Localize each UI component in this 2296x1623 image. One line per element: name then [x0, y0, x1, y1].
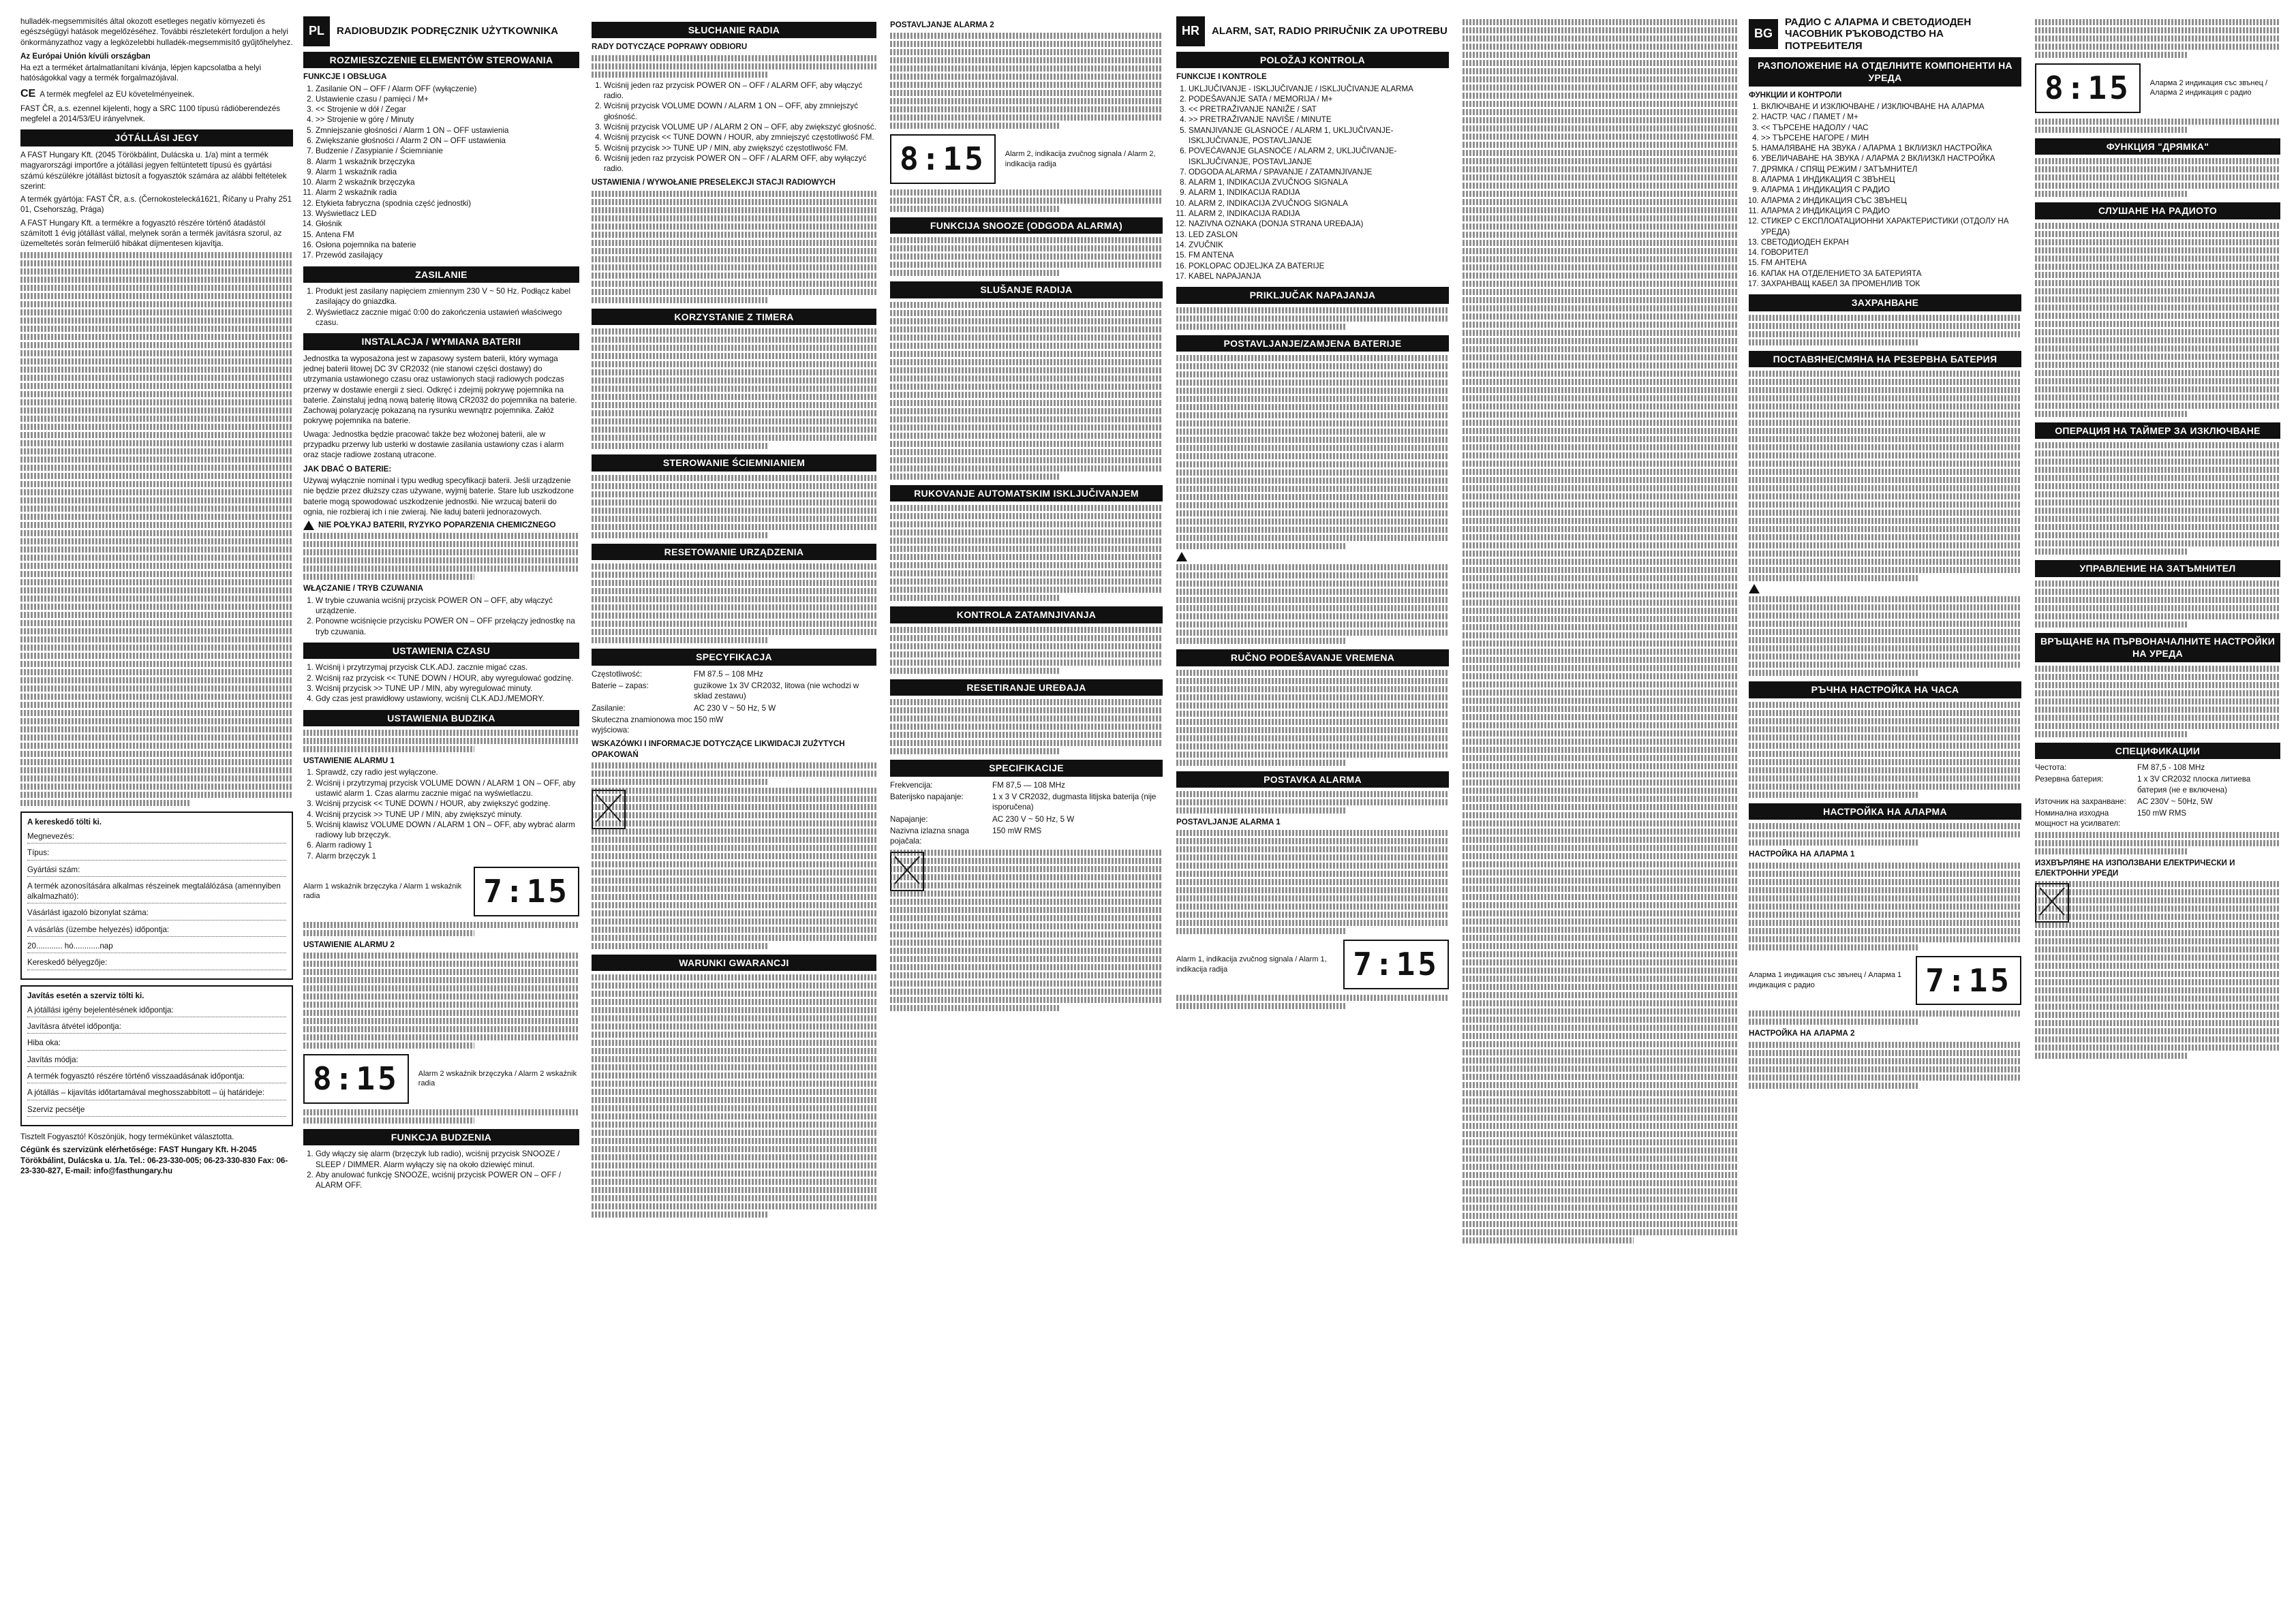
form-row[interactable]: 20............ hó............nap: [27, 941, 286, 953]
pl-weee-block: [592, 788, 876, 949]
list-item: 4. >> PRETRAŽIVANJE NAVIŠE / MINUTE: [1189, 114, 1449, 125]
hr-controls-title: FUNKCIJE I KONTROLE: [1176, 72, 1267, 82]
list-item: 7. ДРЯМКА / СПЯЩ РЕЖИМ / ЗАТЪМНИТЕЛ: [1761, 164, 2021, 174]
pl-snooze-list: [303, 1149, 579, 1190]
pl-alarm1-title: USTAWIENIE ALARMU 1: [303, 756, 395, 766]
hr-controls-heading: POLOŽAJ KONTROLA: [1176, 52, 1449, 68]
list-item: 4. >> ТЪРСЕНЕ НАГОРЕ / МИН: [1761, 133, 2021, 143]
pl-time-heading: USTAWIENIA CZASU: [303, 643, 579, 659]
list-item: 4. Gdy czas jest prawidłowy ustawiony, wciśnij CLK.ADJ./MEMORY.: [316, 694, 579, 704]
list-item: 4. Wciśnij przycisk >> TUNE UP / MIN, aby zwiększyć minuty.: [316, 809, 579, 820]
hr-spec-table: [890, 780, 1163, 847]
column-croatian-2: [1176, 16, 1449, 1609]
list-item: 15. FM АНТЕНА: [1761, 258, 2021, 268]
pl-snooze-heading: FUNKCJA BUDZENIA: [303, 1129, 579, 1145]
pl-preset-title: USTAWIENIA / WYWOŁANIE PRESELEKCJI STACJI RADIOWYCH: [592, 178, 836, 187]
lcd-display: 7:15: [474, 867, 579, 916]
list-item: 15. Antena FM: [316, 230, 579, 240]
hr-reset-heading: RESETIRANJE UREĐAJA: [890, 679, 1163, 696]
list-item: 16. КАПАК НА ОТДЕЛЕНИЕТО ЗА БАТЕРИЯТА: [1761, 268, 2021, 279]
hr-power-heading: PRIKLJUČAK NAPAJANJA: [1176, 287, 1449, 303]
lcd-label: Alarm 2 wskaźnik brzęczyka / Alarm 2 wskaźnik radia: [418, 1069, 577, 1088]
form-row[interactable]: A jótállási igény bejelentésének időpontja:: [27, 1005, 286, 1017]
list-item: 2. Wciśnij przycisk VOLUME DOWN / ALARM 1 ON – OFF, aby zmniejszyć głośność.: [604, 101, 876, 122]
pl-lcd-alarm2: [303, 1054, 579, 1104]
spec-value: FM 87,5 - 108 MHz: [2137, 763, 2205, 772]
pl-functions-title: FUNKCJE I OBSŁUGA: [303, 72, 387, 82]
hr-weee-block: [890, 850, 1163, 1011]
list-item: 6. Wciśnij jeden raz przycisk POWER ON – OFF / ALARM OFF, aby wyłączyć radio.: [604, 153, 876, 174]
spec-key: Резервна батерия:: [2035, 775, 2104, 784]
pl-spec-heading: SPECYFIKACJA: [592, 649, 876, 665]
bg-lcd-alarm1: [1749, 956, 2021, 1006]
spec-value: AC 230V ~ 50Hz, 5W: [2137, 797, 2213, 806]
pl-battery-text: Jednostka ta wyposażona jest w zapasowy system baterii, który wymaga jednej baterii litowej DC 3V CR2032 (nie stanowi części dostawy) do utrzymania ustawionego czasu oraz ustawionych stacji radiowych podczas przerwy w dostawie energii z sieci. Odkręć i zdejmij pokrywę pojemnika na baterie. Zainstaluj jedną nową baterię litową CR2032 do pojemnika na baterie. Zachowaj polaryzację pokazaną na rysunku wewnątrz pojemnika. Załóż pokrywę pojemnika na baterie.: [303, 354, 577, 426]
bg-alarm1-title: НАСТРОЙКА НА АЛАРМА 1: [1749, 850, 1855, 859]
hu-eu-title: Az Európai Unión kívüli országban: [20, 51, 151, 61]
list-item: 2. PODEŠAVANJE SATA / MEMORIJA / M+: [1189, 94, 1449, 104]
bg-spec-table: [2035, 762, 2280, 829]
list-item: 2. Ustawienie czasu / pamięci / M+: [316, 94, 579, 104]
list-item: 1. W trybie czuwania wciśnij przycisk POWER ON – OFF, aby włączyć urządzenie.: [316, 596, 579, 617]
spec-value: FM 87,5 — 108 MHz: [992, 780, 1065, 790]
list-item: 3. Wciśnij przycisk >> TUNE UP / MIN, aby wyregulować minuty.: [316, 683, 579, 694]
list-item: 13. LED ZASLON: [1189, 230, 1449, 240]
list-item: 2. Aby anulować funkcję SNOOZE, wciśnij przycisk POWER ON – OFF / ALARM OFF.: [316, 1170, 579, 1191]
pl-language-badge: PL: [303, 16, 330, 46]
form-row[interactable]: Hiba oka:: [27, 1038, 286, 1050]
pl-radio-list: [592, 80, 876, 174]
spec-value: 1 x 3V CR2032 плоска литиева батерия (не е включена): [2137, 775, 2251, 794]
pl-spec-table: [592, 669, 876, 736]
form-row[interactable]: Kereskedő bélyegzője:: [27, 957, 286, 970]
list-item: 5. НАМАЛЯВАНЕ НА ЗВУКА / АЛАРМА 1 ВКЛ/ИЗКЛ НАСТРОЙКА: [1761, 143, 2021, 153]
hr-lcd-alarm2: [890, 134, 1163, 184]
list-item: 14. ZVUČNIK: [1189, 240, 1449, 250]
lcd-display: 7:15: [1916, 956, 2021, 1006]
list-item: 10. ALARM 2, INDIKACIJA ZVUČNOG SIGNALA: [1189, 198, 1449, 208]
hu-warranty-p1: A FAST Hungary Kft. (2045 Törökbálint, Dulácska u. 1/a) mint a termék magyarországi importőre a jótállási jegyen feltüntetett típusú és gyártási számú készülékre jótállást biztosít a fogyasztók számára az alábbi feltételek szerint:: [20, 150, 287, 191]
pl-sleep-heading: KORZYSTANIE Z TIMERA: [592, 309, 876, 325]
form-row[interactable]: Javítás módja:: [27, 1055, 286, 1067]
bg-danger-warning: [1749, 584, 2021, 593]
spec-value: 1 x 3 V CR2032, dugmasta litijska baterija (nije isporučena): [992, 792, 1157, 812]
bg-weee-block: [2035, 881, 2280, 1059]
pl-power-heading: ZASILANIE: [303, 266, 579, 283]
pl-disposal-title: WSKAZÓWKI I INFORMACJE DOTYCZĄCE LIKWIDACJI ZUŻYTYCH OPAKOWAŃ: [592, 739, 845, 759]
list-item: 1. UKLJUČIVANJE - ISKLJUČIVANJE / ISKLJUČIVANJE ALARMA: [1189, 84, 1449, 94]
ce-mark-icon: CE: [20, 87, 36, 99]
bg-disposal-title: ИЗХВЪРЛЯНЕ НА ИЗПОЛЗВАНИ ЕЛЕКТРИЧЕСКИ И ЕЛЕКТРОННИ УРЕДИ: [2035, 858, 2235, 878]
list-item: 1. Wciśnij i przytrzymaj przycisk CLK.ADJ. zacznie migać czas.: [316, 662, 579, 673]
column-croatian-1: [890, 16, 1163, 1609]
column-polish-1: [303, 16, 579, 1609]
spec-value: FM 87.5 – 108 MHz: [694, 669, 763, 679]
list-item: 3. << Strojenie w dół / Zegar: [316, 104, 579, 114]
bg-spec-heading: СПЕЦИФИКАЦИИ: [2035, 743, 2280, 759]
bg-controls-list: [1749, 102, 2021, 289]
list-item: 1. Sprawdź, czy radio jest wyłączone.: [316, 767, 579, 777]
hu-warranty-p2: A termék gyártója: FAST ČR, a.s. (Černokostelecká1621, Říčany u Prahy 251 01, Csehország, Prága): [20, 195, 292, 215]
hr-lcd-alarm1: [1176, 940, 1449, 989]
pl-on-title: WŁĄCZANIE / TRYB CZUWANIA: [303, 584, 424, 593]
list-item: 1. Wciśnij jeden raz przycisk POWER ON – OFF / ALARM OFF, aby włączyć radio.: [604, 80, 876, 102]
hr-danger-warning: [1176, 552, 1449, 561]
pl-radio-heading: SŁUCHANIE RADIA: [592, 22, 876, 38]
list-item: 17. Przewód zasilający: [316, 250, 579, 260]
list-item: 4. >> Strojenie w górę / Minuty: [316, 114, 579, 125]
hr-language-badge: HR: [1176, 16, 1205, 46]
list-item: 5. Wciśnij klawisz VOLUME DOWN / ALARM 1 ON – OFF, aby wybrać alarm radiowy lub brzęczyk.: [316, 820, 579, 841]
spec-key: Zasilanie:: [592, 703, 626, 713]
bg-snooze-heading: ФУНКЦИЯ "ДРЯМКА": [2035, 138, 2280, 155]
list-item: 5. SMANJIVANJE GLASNOĆE / ALARM 1, UKLJUČIVANJE-ISKLJUČIVANJE, POSTAVLJANJE: [1189, 125, 1449, 146]
bg-alarm2-title: НАСТРОЙКА НА АЛАРМА 2: [1749, 1029, 1855, 1038]
lcd-display: 8:15: [890, 134, 996, 184]
warning-icon: [303, 521, 314, 530]
hr-battery-heading: POSTAVLJANJE/ZAMJENA BATERIJE: [1176, 335, 1449, 352]
spec-value: 150 mW RMS: [2137, 809, 2187, 818]
pl-title: RADIOBUDZIK PODRĘCZNIK UŻYTKOWNIKA: [337, 25, 558, 37]
bg-battery-heading: ПОСТАВЯНЕ/СМЯНА НА РЕЗЕРВНА БАТЕРИЯ: [1749, 351, 2021, 367]
list-item: 9. АЛАРМА 1 ИНДИКАЦИЯ С РАДИО: [1761, 185, 2021, 195]
form-row[interactable]: Javításra átvétel időpontja:: [27, 1021, 286, 1034]
list-item: 4. Wciśnij przycisk << TUNE DOWN / HOUR, aby zmniejszyć częstotliwość FM.: [604, 132, 876, 142]
spec-key: Baterijsko napajanje:: [890, 792, 964, 802]
list-item: 12. СТИКЕР С ЕКСПЛОАТАЦИОННИ ХАРАКТЕРИСТИКИ (ОТДОЛУ НА УРЕДА): [1761, 216, 2021, 237]
form-row[interactable]: A vásárlás (üzembe helyezés) időpontja:: [27, 925, 286, 937]
hu-service-form: [20, 985, 293, 1126]
list-item: 7. Alarm brzęczyk 1: [316, 851, 579, 861]
hu-body-text: [20, 252, 293, 806]
pl-time-list: [303, 662, 579, 704]
hr-dim-heading: KONTROLA ZATAMNJIVANJA: [890, 606, 1163, 623]
spec-key: Frekvencija:: [890, 780, 933, 790]
column-croatian-3: [1463, 16, 1739, 1609]
hu-warranty-heading: JÓTÁLLÁSI JEGY: [20, 129, 293, 146]
spec-key: Napajanje:: [890, 814, 928, 824]
list-item: 7. Budzenie / Zasypianie / Ściemnianie: [316, 146, 579, 156]
hr-time-heading: RUČNO PODEŠAVANJE VREMENA: [1176, 649, 1449, 666]
lcd-display: 8:15: [2035, 63, 2141, 113]
spec-key: Източник на захранване:: [2035, 797, 2126, 806]
spec-value: 150 mW RMS: [992, 826, 1042, 836]
hr-spec-heading: SPECIFIKACIJE: [890, 760, 1163, 776]
pl-functions-list: [303, 84, 579, 261]
form-row[interactable]: Gyártási szám:: [27, 865, 286, 877]
spec-value: AC 230 V ~ 50 Hz, 5 W: [694, 703, 776, 713]
lcd-label: Alarm 1 wskaźnik brzęczyka / Alarm 1 wskaźnik radia: [303, 882, 462, 901]
bg-reset-heading: ВРЪЩАНЕ НА ПЪРВОНАЧАЛНИТЕ НАСТРОЙКИ НА УРЕДА: [2035, 633, 2280, 662]
spec-value: 150 mW: [694, 715, 724, 724]
pl-header: [303, 16, 579, 46]
spec-key: Nazivna izlazna snaga pojačala:: [890, 826, 970, 846]
list-item: 15. FM ANTENA: [1189, 250, 1449, 260]
spec-key: Номинална изходна мощност на усилвател:: [2035, 809, 2121, 829]
bg-header: [1749, 16, 2021, 52]
hr-header: [1176, 16, 1449, 46]
pl-battery-note: Uwaga: Jednostka będzie pracować także bez włożonej baterii, ale w przypadku przerwy lub usterki w dostawie zasilania ustawiony czas i alarm oraz stacje radiowe zostaną utracone.: [303, 429, 564, 460]
pl-care-text: Używaj wyłącznie nominał i typu według specyfikacji baterii. Jeśli urządzenie nie będzie przez dłuższy czas używane, wyjmij baterie. Stare lub uszkodzone baterie mogą spowodować uszkodzenie jednostki. Nie wrzucaj baterii do ognia, nie rozbieraj ich i nie zwieraj. Nie ładuj baterii jednorazowych.: [303, 476, 574, 516]
form-row[interactable]: Megnevezés:: [27, 831, 286, 844]
hu-eu-text: Ha ezt a terméket ártalmatlanítani kívánja, lépjen kapcsolatba a helyi hatóságokkal vagy a termék forgalmazójával.: [20, 63, 262, 83]
form-row[interactable]: A jótállás – kijavítás időtartamával meghosszabbított – új határideje:: [27, 1087, 286, 1100]
list-item: 2. НАСТР. ЧАС / ПАМЕТ / М+: [1761, 112, 2021, 122]
list-item: 11. Alarm 2 wskaźnik radia: [316, 187, 579, 198]
list-item: 2. Ponowne wciśnięcie przycisku POWER ON – OFF przełączy jednostkę na tryb czuwania.: [316, 616, 579, 637]
list-item: 11. ALARM 2, INDIKACIJA RADIJA: [1189, 208, 1449, 219]
list-item: 12. Etykieta fabryczna (spodnia część jednostki): [316, 198, 579, 208]
form-row[interactable]: Szerviz pecsétje: [27, 1104, 286, 1117]
hr-radio-heading: SLUŠANJE RADIJA: [890, 281, 1163, 298]
pl-power-list: [303, 286, 579, 328]
lcd-label: Аларма 2 индикация със звънец / Аларма 2 индикация с радио: [2149, 78, 2268, 97]
list-item: 9. Alarm 1 wskaźnik radia: [316, 167, 579, 177]
bg-controls-title: ФУНКЦИИ И КОНТРОЛИ: [1749, 90, 1842, 99]
list-item: 8. ALARM 1, INDIKACIJA ZVUČNOG SIGNALA: [1189, 177, 1449, 187]
hr-alarm1-title: POSTAVLJANJE ALARMA 1: [1176, 818, 1281, 827]
hu-ce-line: CE A termék megfelel az EU követelményeinek.: [20, 87, 195, 99]
list-item: 1. Produkt jest zasilany napięciem zmiennym 230 V ~ 50 Hz. Podłącz kabel zasilający do gniazdka.: [316, 286, 579, 307]
list-item: 16. POKLOPAC ODJELJKA ZA BATERIJE: [1189, 261, 1449, 271]
hr-alarm2-title: POSTAVLJANJE ALARMA 2: [890, 20, 994, 29]
pl-warranty-heading: WARUNKI GWARANCJI: [592, 955, 876, 971]
spec-key: Częstotliwość:: [592, 669, 643, 679]
spec-key: Baterie – zapas:: [592, 681, 649, 690]
column-bulgarian-1: [1749, 16, 2021, 1609]
hr-title: ALARM, SAT, RADIO PRIRUČNIK ZA UPOTREBU: [1212, 25, 1448, 37]
list-item: 5. Zmniejszanie głośności / Alarm 1 ON – OFF ustawienia: [316, 125, 579, 136]
bg-time-heading: РЪЧНА НАСТРОЙКА НА ЧАСА: [1749, 681, 2021, 698]
list-item: 2. Wciśnij raz przycisk << TUNE DOWN / HOUR, aby wyregulować godzinę.: [316, 673, 579, 683]
hr-alarm-heading: POSTAVKA ALARMA: [1176, 771, 1449, 788]
spec-key: Честота:: [2035, 763, 2067, 772]
pl-radio-tip: RADY DOTYCZĄCE POPRAWY ODBIORU: [592, 42, 748, 52]
list-item: 9. ALARM 1, INDIKACIJA RADIJA: [1189, 187, 1449, 198]
pl-alarm2-title: USTAWIENIE ALARMU 2: [303, 940, 395, 949]
list-item: 1. ВКЛЮЧВАНЕ И ИЗКЛЮЧВАНЕ / ИЗКЛЮЧВАНЕ НА АЛАРМА: [1761, 102, 2021, 112]
list-item: 17. ЗАХРАНВАЩ КАБЕЛ ЗА ПРОМЕНЛИВ ТОК: [1761, 279, 2021, 289]
warning-icon: [1176, 552, 1187, 561]
list-item: 14. ГОВОРИТЕЛ: [1761, 247, 2021, 258]
bg-radio-heading: СЛУШАНЕ НА РАДИОТО: [2035, 202, 2280, 219]
hu-dealer-form-title: A kereskedő tölti ki.: [27, 817, 102, 826]
list-item: 3. Wciśnij przycisk VOLUME UP / ALARM 2 ON – OFF, aby zwiększyć głośność.: [604, 122, 876, 132]
hu-address: Cégünk és szervizünk elérhetősége: FAST Hungary Kft. H-2045 Törökbálint, Dulácska u. 1/a. Tel.: 06-23-330-005; 06-23-330-830 Fax: 06-23-330-827, E-mail: info@fasthungary.hu: [20, 1145, 288, 1175]
list-item: 3. << PRETRAŽIVANJE NANIŽE / SAT: [1189, 104, 1449, 114]
hu-service-form-title: Javítás esetén a szerviz tölti ki.: [27, 991, 144, 1000]
list-item: 13. Wyświetlacz LED: [316, 208, 579, 219]
list-item: 2. Wyświetlacz zacznie migać 0:00 do zakończenia ustawień właściwego czasu.: [316, 307, 579, 328]
pl-care-title: JAK DBAĆ O BATERIE:: [303, 464, 392, 474]
bg-controls-heading: РАЗПОЛОЖЕНИЕ НА ОТДЕЛНИТЕ КОМПОНЕНТИ НА УРЕДА: [1749, 57, 2021, 87]
spec-key: Skuteczna znamionowa moc wyjściowa:: [592, 715, 692, 735]
list-item: 1. Gdy włączy się alarm (brzęczyk lub radio), wciśnij przycisk SNOOZE / SLEEP / DIMMER. Alarm wyłączy się na około dziewięć minut.: [316, 1149, 579, 1170]
list-item: 11. АЛАРМА 2 ИНДИКАЦИЯ С РАДИО: [1761, 206, 2021, 216]
hu-intro: hulladék-megsemmisítés által okozott esetleges negatív környezeti és egészségügyi hatások megelőzéséhez. További részletekért forduljon a helyi önkormányzathoz vagy a legközelebbi hulladék-megsemmisítő gyűjtőhelyhez.: [20, 17, 293, 47]
spec-value: AC 230 V ~ 50 Hz, 5 W: [992, 814, 1075, 824]
lcd-label: Аларма 1 индикация със звънец / Аларма 1 индикация с радио: [1749, 971, 1902, 989]
hu-dealer-form: [20, 812, 293, 980]
pl-lcd-alarm1: [303, 867, 579, 916]
hu-fast-line: FAST ČR, a.s. ezennel kijelenti, hogy a SRC 1100 típusú rádióberendezés megfelel a 2014/53/EU irányelvnek.: [20, 104, 281, 124]
lcd-label: Alarm 2, indikacija zvučnog signala / Alarm 2, indikacija radija: [1005, 150, 1156, 168]
bg-alarm-heading: НАСТРОЙКА НА АЛАРМА: [1749, 803, 2021, 820]
list-item: 14. Głośnik: [316, 219, 579, 229]
pl-reset-heading: RESETOWANIE URZĄDZENIA: [592, 544, 876, 560]
pl-danger-text: [303, 533, 579, 580]
list-item: 16. Osłona pojemnika na baterie: [316, 240, 579, 250]
pl-dimmer-heading: STEROWANIE ŚCIEMNIANIEM: [592, 454, 876, 471]
column-bulgarian-2: [2035, 16, 2280, 1609]
list-item: 10. Alarm 2 wskaźnik brzęczyka: [316, 177, 579, 187]
lcd-display: 8:15: [303, 1054, 409, 1104]
list-item: 6. POVEĆAVANJE GLASNOĆE / ALARM 2, UKLJUČIVANJE-ISKLJUČIVANJE, POSTAVLJANJE: [1189, 146, 1449, 167]
column-hungarian: [20, 16, 293, 1609]
pl-alarm-heading: USTAWIENIA BUDZIKA: [303, 710, 579, 726]
spec-value: guzikowe 1x 3V CR2032, litowa (nie wchodzi w skład zestawu): [694, 681, 859, 701]
list-item: 3. Wciśnij przycisk << TUNE DOWN / HOUR, aby zwiększyć godzinę.: [316, 799, 579, 809]
pl-battery-heading: INSTALACJA / WYMIANA BATERII: [303, 333, 579, 350]
pl-danger-warning: NIE POŁYKAJ BATERII, RYZYKO POPARZENIA CHEMICZNEGO: [303, 520, 579, 530]
pl-alarm1-list: [303, 767, 579, 861]
list-item: 7. ODGODA ALARMA / SPAVANJE / ZATAMNJIVANJE: [1189, 167, 1449, 177]
hu-warranty-p3: A FAST Hungary Kft. a termékre a fogyasztó részére történő átadástól számított 1 évig jótállást vállal, melynek során a termék javításra szorul, az üzemeltetés során felmerülő hibákat díjmentesen kijavítja.: [20, 218, 282, 249]
hu-thanks: Tisztelt Fogyasztó! Köszönjük, hogy termékünket választotta.: [20, 1132, 234, 1141]
list-item: 13. СВЕТОДИОДЕН ЕКРАН: [1761, 237, 2021, 247]
bg-dim-heading: УПРАВЛЕНИЕ НА ЗАТЪМНИТЕЛ: [2035, 560, 2280, 576]
hr-snooze-heading: FUNKCIJA SNOOZE (ODGODA ALARMA): [890, 217, 1163, 234]
bg-power-heading: ЗАХРАНВАНЕ: [1749, 294, 2021, 311]
list-item: 3. << ТЪРСЕНЕ НАДОЛУ / ЧАС: [1761, 123, 2021, 133]
warning-icon: [1749, 584, 1760, 593]
hr-controls-list: [1176, 84, 1449, 282]
pl-controls-heading: ROZMIESZCZENIE ELEMENTÓW STEROWANIA: [303, 52, 579, 68]
list-item: 5. Wciśnij przycisk >> TUNE UP / MIN, aby zwiększyć częstotliwość FM.: [604, 143, 876, 153]
list-item: 6. УВЕЛИЧАВАНЕ НА ЗВУКА / АЛАРМА 2 ВКЛ/ИЗКЛ НАСТРОЙКА: [1761, 153, 2021, 164]
bg-sleep-heading: ОПЕРАЦИЯ НА ТАЙМЕР ЗА ИЗКЛЮЧВАНЕ: [2035, 422, 2280, 439]
lcd-label: Alarm 1, indikacija zvučnog signala / Alarm 1, indikacija radija: [1176, 955, 1327, 974]
list-item: 10. АЛАРМА 2 ИНДИКАЦИЯ СЪС ЗВЪНЕЦ: [1761, 196, 2021, 206]
form-row[interactable]: Típus:: [27, 848, 286, 860]
list-item: 2. Wciśnij i przytrzymaj przycisk VOLUME DOWN / ALARM 1 ON – OFF, aby ustawić alarm 1. Czas alarmu zacznie migać na wyświetlaczu.: [316, 778, 579, 799]
lcd-display: 7:15: [1343, 940, 1449, 989]
list-item: 12. NAZIVNA OZNAKA (DONJA STRANA UREĐAJA): [1189, 219, 1449, 229]
list-item: 8. АЛАРМА 1 ИНДИКАЦИЯ С ЗВЪНЕЦ: [1761, 174, 2021, 185]
list-item: 8. Alarm 1 wskaźnik brzęczyka: [316, 157, 579, 167]
form-row[interactable]: A termék fogyasztó részére történő visszaadásának időpontja:: [27, 1071, 286, 1083]
bg-lcd-alarm2: [2035, 63, 2280, 113]
pl-on-list: [303, 596, 579, 637]
list-item: 6. Alarm radiowy 1: [316, 840, 579, 850]
list-item: 6. Zwiększanie głośności / Alarm 2 ON – OFF ustawienia: [316, 136, 579, 146]
bg-language-badge: BG: [1749, 19, 1778, 49]
list-item: 1. Zasilanie ON – OFF / Alarm OFF (wyłączenie): [316, 84, 579, 94]
hr-sleep-heading: RUKOVANJE AUTOMATSKIM ISKLJUČIVANJEM: [890, 485, 1163, 501]
form-row[interactable]: A termék azonosítására alkalmas részeinek megtalálózása (amennyiben alkalmazható):: [27, 881, 286, 904]
list-item: 17. KABEL NAPAJANJA: [1189, 271, 1449, 281]
bg-title: РАДИО С АЛАРМА И СВЕТОДИОДЕН ЧАСОВНИК РЪКОВОДСТВО НА ПОТРЕБИТЕЛЯ: [1785, 16, 1972, 52]
column-polish-2: [592, 16, 876, 1609]
form-row[interactable]: Vásárlást igazoló bizonylat száma:: [27, 908, 286, 920]
